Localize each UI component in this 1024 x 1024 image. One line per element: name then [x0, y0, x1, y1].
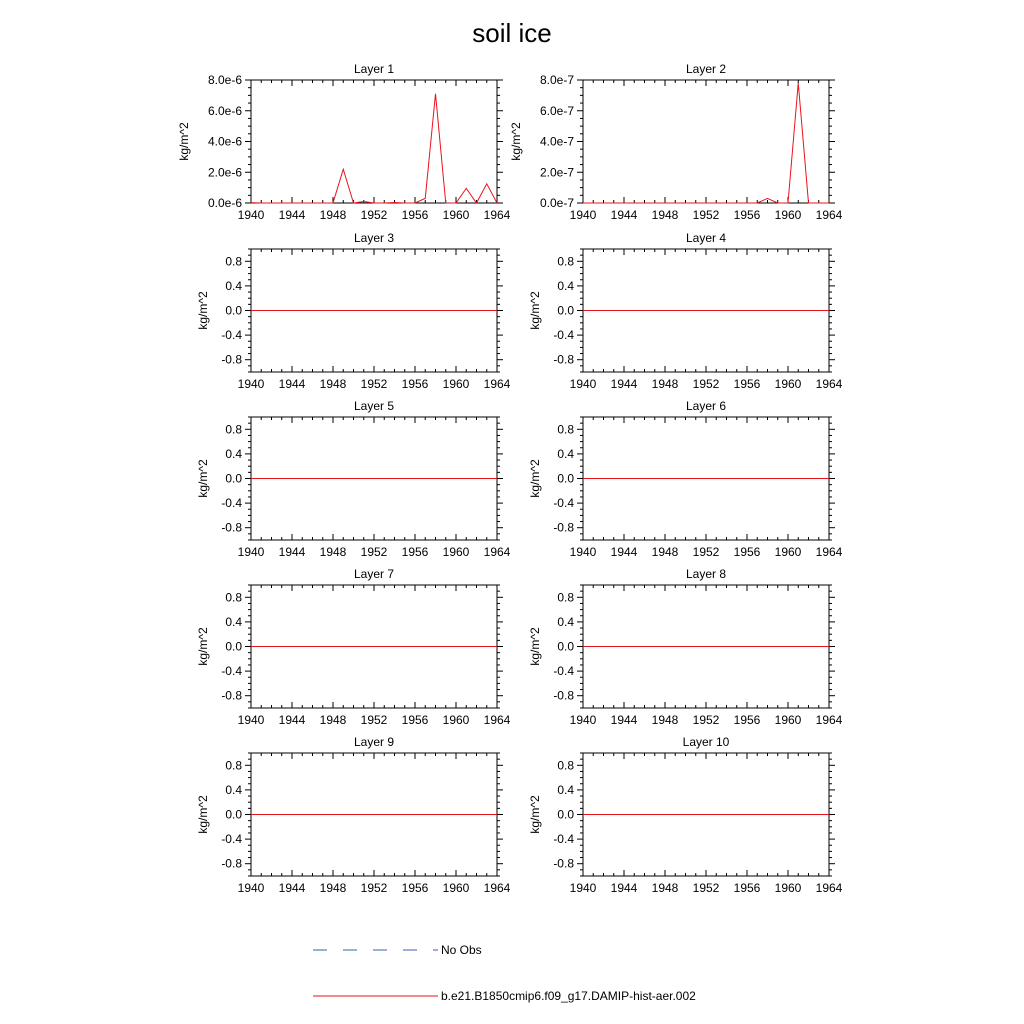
y-tick-label: 0.0	[225, 807, 242, 822]
x-tick-label: 1956	[733, 713, 761, 727]
y-tick-label: 0.0	[557, 471, 574, 486]
x-tick-label: 1940	[569, 208, 597, 222]
y-tick-label: 0.0	[225, 471, 242, 486]
legend-label-no-obs: No Obs	[441, 943, 482, 957]
y-tick-label: 0.4	[557, 278, 574, 293]
panel-frame-2	[583, 80, 829, 203]
y-tick-label: -0.8	[553, 352, 574, 367]
y-tick-label: 0.0	[225, 639, 242, 654]
x-tick-label: 1944	[610, 377, 638, 391]
x-tick-label: 1956	[733, 545, 761, 559]
x-tick-label: 1952	[692, 545, 720, 559]
x-tick-label: 1956	[401, 377, 429, 391]
x-tick-label: 1964	[815, 713, 843, 727]
x-tick-label: 1944	[610, 545, 638, 559]
x-tick-label: 1952	[692, 713, 720, 727]
y-tick-label: -0.4	[221, 832, 242, 847]
x-tick-label: 1956	[401, 208, 429, 222]
y-tick-label: 0.4	[557, 782, 574, 797]
x-tick-label: 1956	[401, 881, 429, 895]
x-tick-label: 1952	[360, 377, 388, 391]
y-axis-label-2: kg/m^2	[509, 122, 523, 161]
x-tick-label: 1940	[569, 545, 597, 559]
x-tick-label: 1964	[815, 377, 843, 391]
panels	[177, 62, 843, 895]
x-tick-label: 1956	[401, 713, 429, 727]
y-tick-label: 0.4	[225, 446, 242, 461]
panel-frame-1	[251, 80, 497, 203]
y-tick-label: 0.0e-6	[207, 196, 242, 210]
y-tick-label: 6.0e-6	[207, 103, 242, 118]
panel-title-1: Layer 1	[353, 62, 395, 76]
x-tick-label: 1944	[278, 713, 306, 727]
x-tick-label: 1960	[774, 208, 802, 222]
x-tick-label: 1956	[733, 377, 761, 391]
y-axis-label-9: kg/m^2	[196, 795, 210, 834]
y-tick-label: 8.0e-7	[539, 73, 574, 87]
y-tick-label: 0.0	[557, 639, 574, 654]
x-tick-label: 1964	[483, 208, 511, 222]
panel-layer-6	[528, 399, 843, 559]
x-tick-label: 1940	[237, 713, 265, 727]
panel-title-6: Layer 6	[685, 399, 727, 413]
y-tick-label: -0.8	[553, 856, 574, 871]
series-line-layer-1	[251, 94, 497, 203]
y-tick-label: 0.8	[557, 758, 574, 773]
figure-title: soil ice	[472, 18, 552, 48]
x-tick-label: 1964	[483, 545, 511, 559]
y-tick-label: 0.0e-7	[539, 196, 574, 210]
y-tick-label: 0.8	[557, 590, 574, 605]
y-tick-label: 0.0	[225, 303, 242, 318]
y-axis-label-1: kg/m^2	[177, 122, 191, 161]
x-tick-label: 1960	[442, 545, 470, 559]
y-tick-label: -0.4	[553, 328, 574, 343]
y-tick-label: 4.0e-6	[207, 134, 242, 149]
x-tick-label: 1960	[442, 377, 470, 391]
panel-title-9: Layer 9	[353, 735, 395, 749]
x-tick-label: 1952	[360, 881, 388, 895]
y-tick-label: -0.8	[221, 352, 242, 367]
legend	[313, 943, 696, 1003]
x-tick-label: 1952	[692, 208, 720, 222]
x-tick-label: 1948	[319, 881, 347, 895]
y-axis-label-3: kg/m^2	[196, 291, 210, 330]
x-tick-label: 1964	[483, 713, 511, 727]
x-tick-label: 1940	[237, 545, 265, 559]
x-tick-label: 1940	[237, 208, 265, 222]
x-tick-label: 1964	[815, 881, 843, 895]
y-tick-label: 0.4	[225, 782, 242, 797]
x-tick-label: 1940	[569, 881, 597, 895]
x-tick-label: 1960	[774, 377, 802, 391]
x-tick-label: 1944	[278, 208, 306, 222]
y-tick-label: -0.4	[553, 832, 574, 847]
y-tick-label: 0.8	[557, 422, 574, 437]
x-tick-label: 1952	[360, 545, 388, 559]
y-tick-label: 4.0e-7	[539, 134, 574, 149]
y-axis-label-6: kg/m^2	[528, 459, 542, 498]
x-tick-label: 1960	[442, 713, 470, 727]
x-tick-label: 1952	[692, 377, 720, 391]
x-tick-label: 1940	[237, 881, 265, 895]
x-tick-label: 1944	[278, 545, 306, 559]
y-tick-label: 0.4	[557, 614, 574, 629]
panel-title-4: Layer 4	[685, 231, 727, 245]
panel-layer-1	[177, 62, 511, 222]
panel-title-5: Layer 5	[353, 399, 395, 413]
y-tick-label: -0.4	[553, 496, 574, 511]
y-axis-label-8: kg/m^2	[528, 627, 542, 666]
x-tick-label: 1944	[278, 377, 306, 391]
panel-layer-3	[196, 231, 511, 391]
x-tick-label: 1964	[483, 881, 511, 895]
panel-title-3: Layer 3	[353, 231, 395, 245]
y-tick-label: -0.8	[553, 520, 574, 535]
x-tick-label: 1948	[651, 377, 679, 391]
x-tick-label: 1952	[360, 713, 388, 727]
y-tick-label: -0.8	[221, 520, 242, 535]
x-tick-label: 1944	[610, 208, 638, 222]
panel-layer-8	[528, 567, 843, 727]
x-tick-label: 1948	[651, 208, 679, 222]
x-tick-label: 1960	[442, 208, 470, 222]
y-axis-label-4: kg/m^2	[528, 291, 542, 330]
y-tick-label: 0.4	[557, 446, 574, 461]
panel-title-2: Layer 2	[685, 62, 727, 76]
y-axis-label-10: kg/m^2	[528, 795, 542, 834]
y-tick-label: -0.4	[221, 496, 242, 511]
x-tick-label: 1948	[651, 713, 679, 727]
y-tick-label: 8.0e-6	[207, 73, 242, 87]
y-tick-label: 0.8	[225, 590, 242, 605]
x-tick-label: 1952	[692, 881, 720, 895]
series-line-layer-2	[583, 83, 829, 203]
y-tick-label: 0.8	[225, 254, 242, 269]
panel-layer-2	[509, 62, 843, 222]
y-tick-label: -0.8	[553, 688, 574, 703]
x-tick-label: 1948	[319, 545, 347, 559]
panel-layer-5	[196, 399, 511, 559]
x-tick-label: 1940	[569, 713, 597, 727]
x-tick-label: 1948	[651, 545, 679, 559]
x-tick-label: 1944	[610, 881, 638, 895]
panel-title-10: Layer 10	[682, 735, 730, 749]
x-tick-label: 1964	[483, 377, 511, 391]
panel-layer-4	[528, 231, 843, 391]
panel-title-7: Layer 7	[353, 567, 395, 581]
x-tick-label: 1964	[815, 545, 843, 559]
x-tick-label: 1960	[774, 881, 802, 895]
y-tick-label: -0.4	[221, 328, 242, 343]
y-tick-label: 0.0	[557, 807, 574, 822]
y-tick-label: 0.8	[225, 758, 242, 773]
y-axis-label-7: kg/m^2	[196, 627, 210, 666]
x-tick-label: 1964	[815, 208, 843, 222]
y-tick-label: 0.4	[225, 278, 242, 293]
x-tick-label: 1952	[360, 208, 388, 222]
y-tick-label: -0.8	[221, 688, 242, 703]
y-axis-label-5: kg/m^2	[196, 459, 210, 498]
y-tick-label: 0.8	[557, 254, 574, 269]
y-tick-label: 2.0e-7	[539, 165, 574, 180]
y-tick-label: 0.0	[557, 303, 574, 318]
x-tick-label: 1944	[278, 881, 306, 895]
x-tick-label: 1940	[237, 377, 265, 391]
y-tick-label: -0.4	[553, 664, 574, 679]
y-tick-label: 0.4	[225, 614, 242, 629]
y-tick-label: 2.0e-6	[207, 165, 242, 180]
x-tick-label: 1956	[733, 881, 761, 895]
y-tick-label: -0.8	[221, 856, 242, 871]
y-tick-label: -0.4	[221, 664, 242, 679]
x-tick-label: 1960	[774, 545, 802, 559]
x-tick-label: 1940	[569, 377, 597, 391]
panel-layer-7	[196, 567, 511, 727]
y-tick-label: 0.8	[225, 422, 242, 437]
y-tick-label: 6.0e-7	[539, 103, 574, 118]
x-tick-label: 1948	[319, 377, 347, 391]
panel-layer-9	[196, 735, 511, 895]
x-tick-label: 1960	[774, 713, 802, 727]
x-tick-label: 1944	[610, 713, 638, 727]
x-tick-label: 1948	[319, 713, 347, 727]
legend-label-model: b.e21.B1850cmip6.f09_g17.DAMIP-hist-aer.002	[441, 989, 696, 1003]
x-tick-label: 1948	[319, 208, 347, 222]
x-tick-label: 1956	[733, 208, 761, 222]
x-tick-label: 1948	[651, 881, 679, 895]
x-tick-label: 1960	[442, 881, 470, 895]
panel-title-8: Layer 8	[685, 567, 727, 581]
panel-layer-10	[528, 735, 843, 895]
x-tick-label: 1956	[401, 545, 429, 559]
